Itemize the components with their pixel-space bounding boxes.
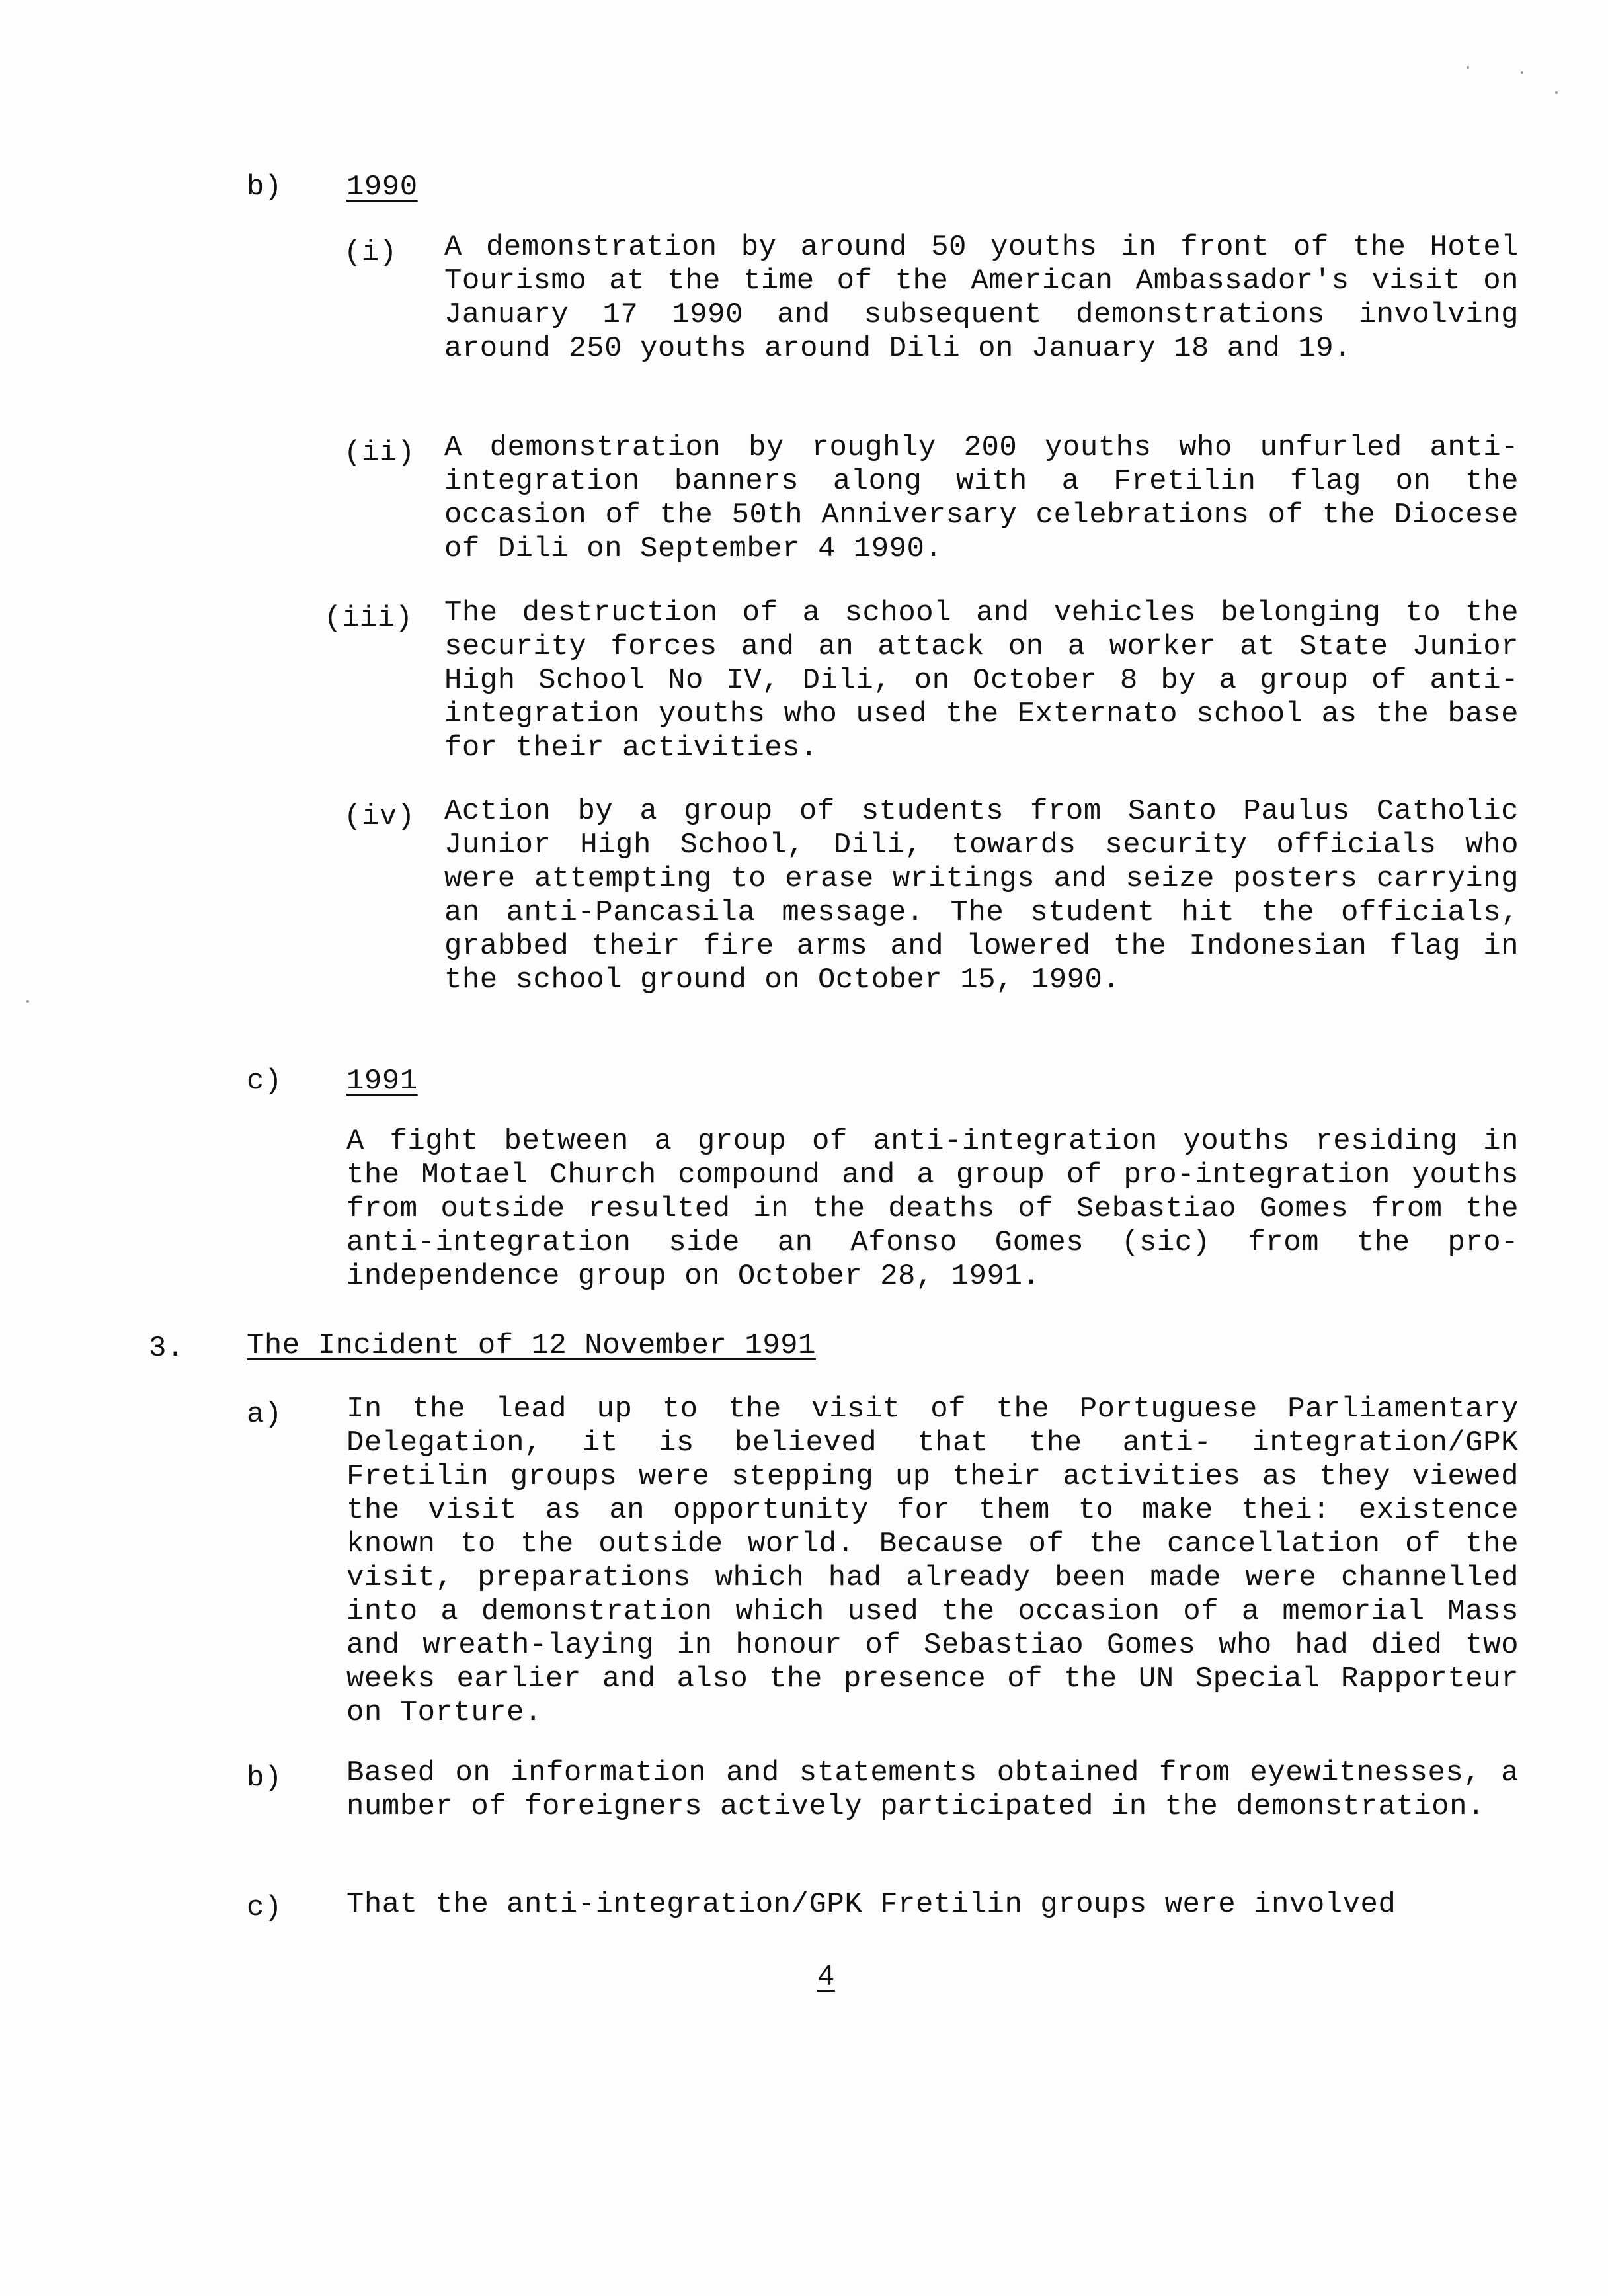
section-3a-text: In the lead up to the visit of the Portuguese Parliamentary Delegation, it is believed that the anti- integration/GPK Fretilin groups were stepping up their activities as they viewed the visit as an opportunity for them to make thei: existence known to the outside world. Because of the cancellation of the visit, preparations which had already been made were channelled into a demonstration which used the occasion of a memorial Mass and wreath-laying in honour of Sebastiao Gomes who had died two weeks earlier and also the presence of the UN Special Rapporteur on Torture. — [346, 1393, 1519, 1729]
scan-speck — [1521, 71, 1523, 74]
section-2c-heading: 1991 — [346, 1065, 418, 1098]
item-label-iii: (iii) — [324, 602, 413, 635]
section-3-heading: The Incident of 12 November 1991 — [247, 1329, 816, 1362]
section-2b-heading: 1990 — [346, 171, 418, 204]
section-3c-marker: c) — [247, 1891, 282, 1924]
section-3a-marker: a) — [247, 1398, 282, 1431]
section-3-number: 3. — [149, 1332, 184, 1365]
item-text-ii: A demonstration by roughly 200 youths who unfurled anti-integration banners along with a Fretilin flag on the occasion of the 50th Anniversary celebrations of the Diocese of Dili on September 4 1990. — [444, 431, 1519, 565]
item-label-iv: (iv) — [344, 800, 415, 833]
section-2b-marker: b) — [247, 171, 282, 204]
section-2c-text: A fight between a group of anti-integration youths residing in the Motael Church compound and a group of pro-integration youths from outside resulted in the deaths of Sebastiao Gomes from the anti-integration side an Afonso Gomes (sic) from the pro-independence group on October 28, 1991. — [346, 1125, 1519, 1293]
section-3b-text: Based on information and statements obtained from eyewitnesses, a number of foreigners actively participated in the demonstration. — [346, 1756, 1519, 1823]
section-3b-marker: b) — [247, 1762, 282, 1795]
section-3c-text: That the anti-integration/GPK Fretilin groups were involved — [346, 1888, 1396, 1921]
page-number: 4 — [817, 1961, 835, 1994]
item-text-i: A demonstration by around 50 youths in front of the Hotel Tourismo at the time of the American Ambassador's visit on January 17 1990 and subsequent demonstrations involving around 250 youths around Dili on January 18 and 19. — [444, 231, 1519, 365]
item-text-iii: The destruction of a school and vehicles belonging to the security forces and an attack on a worker at State Junior High School No IV, Dili, on October 8 by a group of anti-integration youths who used the Externato school as the base for their activities. — [444, 596, 1519, 764]
item-label-ii: (ii) — [344, 436, 415, 470]
scan-speck — [1555, 91, 1558, 94]
item-label-i: (i) — [344, 236, 397, 269]
item-text-iv: Action by a group of students from Santo Paulus Catholic Junior High School, Dili, towards security officials who were attempting to erase writings and seize posters carrying an anti-Pancasila message. The student hit the officials, grabbed their fire arms and lowered the Indonesian flag in the school ground on October 15, 1990. — [444, 795, 1519, 997]
scan-speck — [26, 1000, 29, 1003]
scan-speck — [1467, 66, 1469, 69]
section-2c-marker: c) — [247, 1065, 282, 1098]
